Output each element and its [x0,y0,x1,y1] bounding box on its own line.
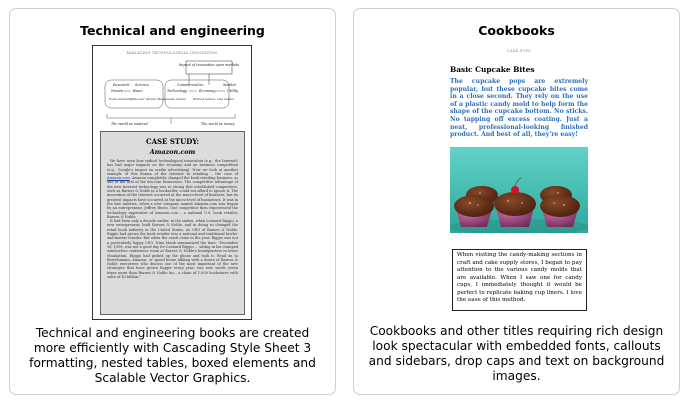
case-study-subtitle: Amazon.com [149,148,196,156]
diagram-label: Discover nature [131,97,157,101]
cookbook-page-thumbnail[interactable] [449,45,589,315]
cherry-icon [511,186,519,194]
diagram-top-box-label: Impact of innovation upon markets [178,63,240,67]
case-study-title: CASE STUDY: [146,137,199,146]
card-description-technical: Technical and engineering books are created more efficiently with Cascading Style Sheet 3 formatting, nested tables, boxed elements and Scalable Vector Graphics. [29,326,316,385]
recipe-title: Basic Cupcake Bites [450,65,535,74]
technical-engineering-card[interactable] [9,8,336,395]
diagram-label: Utility [227,89,239,93]
card-title-technical: Technical and engineering [80,23,265,38]
amazon-link[interactable]: Amazon.com [107,176,130,181]
case-study-box [100,131,245,315]
diagram-label: Market [223,83,236,87]
diagram-footer-left: The world as material [111,122,148,126]
diagram-bracket [107,114,235,118]
innovation-process-diagram [97,58,247,130]
diagram-label: Basic [133,89,143,93]
running-head: CAKE POPS [507,49,531,53]
diagram-label: Science [135,83,149,87]
cupcake-front-left [454,195,494,227]
diagram-label: Technology [167,89,188,93]
case-study-paragraph: It had been only a decade earlier, in the sixties, when Leonard Riggio, a new entrepreneur, built Barnes & Noble, and in doing so changed the retail book industry in the United States. As CEO of Barnes & Noble, Riggio had grown the book retailer into a national and traditional bricks-and-mortar retailer. But when the crash came in the year, Riggio was not a particularly happy CEO. Nina Munk summarized the time: "December 16, 1998, was not a good day for Leonard Riggio ... sitting in his cramped windowless conference room at Barnes & Noble's headquarters in lower Manhattan, Riggio had picked up the phone and took it. Read on to Bertelsmann, Amazon, or spend hours talking with a dozen of Barnes & Noble executives who discuss one of the most important of the new strategies that have grown bigger every year; two new worth seven times more than Barnes & Noble Inc., a chain of 1,000 bookstores with sales of $3 billion." [107,219,239,280]
diagram-label: Use nature [217,97,235,101]
technical-book-page-thumbnail[interactable] [92,45,252,320]
case-study-paragraph: We have seen how radical technological innovation (e.g., the Internet) has had major impacts on the economy and on business competition (e.g., Google's impact on media advertising). Now we look at another example of this drama of the Internet in retailing – the case of Amazon.com. Amazon completely changed the book retailing business, as one of the first of the dot.com businesses. The competitive advantage of the new Internet technology was so strong that established competitors, such as Barnes & Noble in a bookseller, could not afford to ignore it. The innovation of the Internet occurred at the macro-level of business, but its greatest impacts have occurred at the micro-level of businesses. It was in the late nineties, when a new company named Amazon.com was begun by an entrepreneur, Jeffrey Bezos. One competitor then experienced the technology imperative of Amazon.com – a national U.S. book retailer, Barnes & Noble. [107,159,239,219]
cookbooks-card[interactable] [353,8,680,395]
diagram-label: Economy [199,89,216,93]
sidebar-note: When visiting the candy-making sections in craft and cake supply stores, I began to pay attention to the various candy molds that are available. When I saw one for candy cups, I immediately thought it would be perfect to replicate baking cup liners. I love the ease of this method. [452,249,587,311]
running-head: MANAGING TECHNOLOGICAL INNOVATION [126,51,218,55]
recipe-intro-callout: The cupcake pops are extremely popular, but these cupcake bites come in a close second. They rely on the use of a plastic candy mold to help form the shape of the cupcake bottom. No sticks. No tapping off excess coating. Just a neat, professional-looking finished product. And best of all, they're easy! [450,78,588,139]
diagram-label: Commercialize [177,83,204,87]
diagram-label: Manipulate nature [157,97,187,101]
diagram-label: Exist naturally [109,97,132,101]
cupcake-front-right [540,195,580,227]
cupcake-bites-photo [450,147,588,233]
card-title-cookbooks: Cookbooks [478,23,555,38]
card-description-cookbooks: Cookbooks and other titles requiring rich design look spectacular with embedded fonts, callouts and sidebars, drop caps and text on background images. [368,324,665,383]
diagram-label: Needs [111,89,123,93]
case-study-body [107,159,238,279]
diagram-footer-right: The world as money [201,122,235,126]
diagram-label: Research [113,83,130,87]
diagram-label: Embed nature [193,97,216,101]
